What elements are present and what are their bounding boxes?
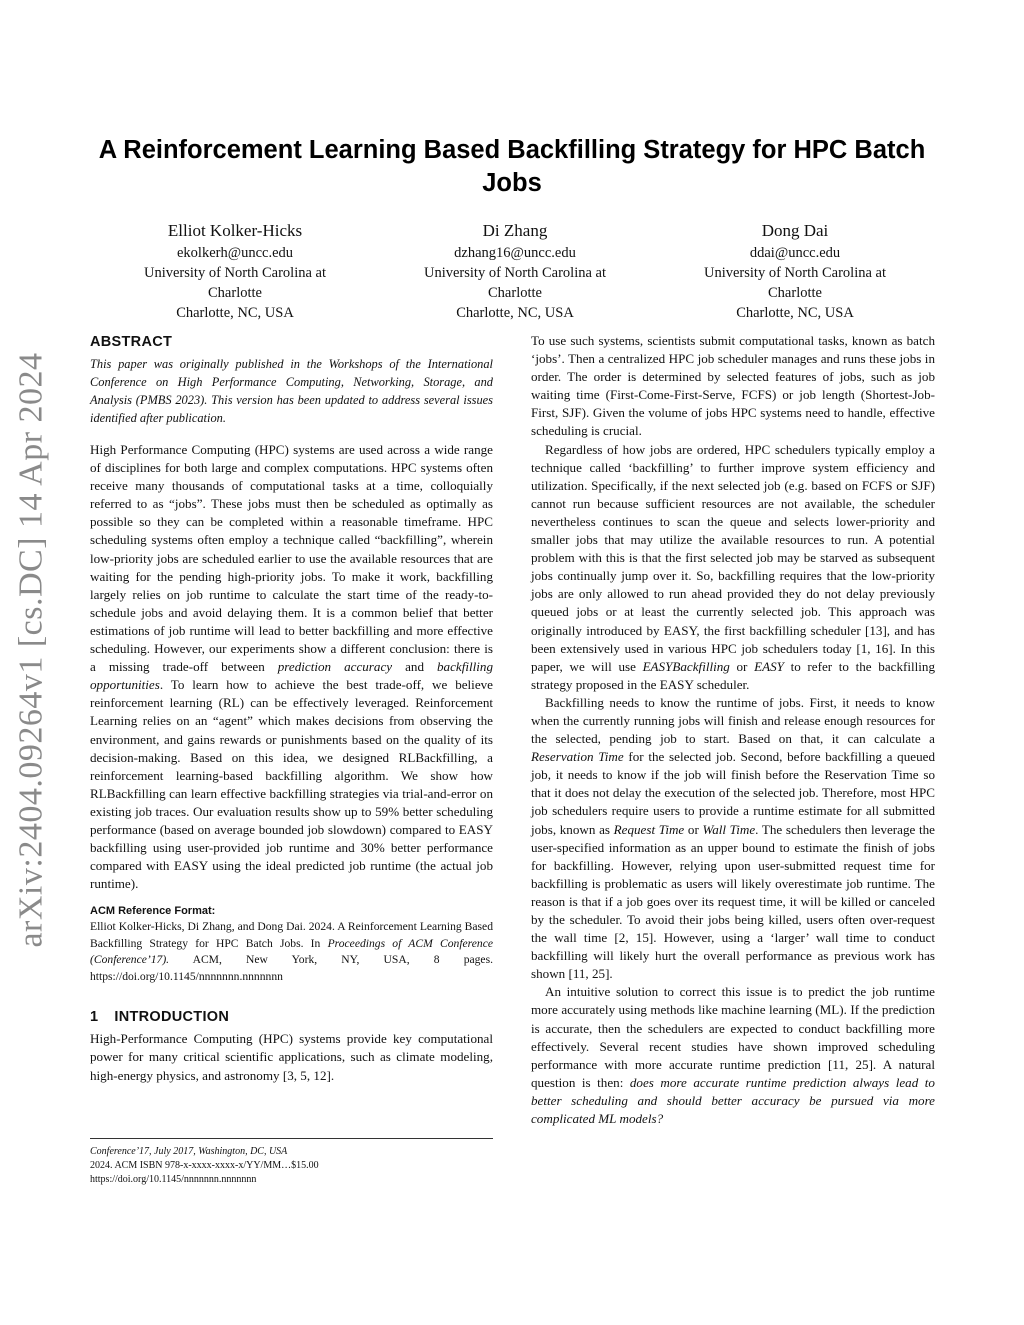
footnote <box>90 1138 493 1187</box>
paragraph-text: or <box>729 658 755 674</box>
paragraph-text: Regardless of how jobs are ordered, HPC schedulers typically employ a technique called ‘backfilling’ to further improve system efficiency and utilization. Specifically, if the next selected job (e.g. based on FCFS or SJF) cannot run because sufficient resources are not available, the scheduler nevertheless continues to scan the queue and selects lower-priority and smaller jobs that may utilize the available resources to run. A potential problem with this is that the first selected job may be starved as subsequent jobs continually jump over it. So, backfilling requires that the low-priority jobs are only allowed to run ahead provided they do not delay previously queued jobs or at least the currently selected job. This approach was originally introduced by EASY, the first backfilling scheduler [13], and has been extensively used in various HPC job schedulers today [1, 16]. In this paper, we will use <box>531 441 935 674</box>
author-affiliation: University of North Carolina at <box>143 265 326 281</box>
author-affiliation: University of North Carolina at <box>423 265 606 281</box>
arxiv-identifier: arXiv:2404.09264v1 [cs.DC] 14 Apr 2024 <box>13 352 50 948</box>
author-name: Di Zhang <box>482 221 548 240</box>
paragraph-text: Backfilling needs to know the runtime of jobs. First, it needs to know when the currently running jobs will finish and release enough resources for the selected, pending job to start. Based on that, it can calculate a <box>531 694 935 747</box>
paragraph-emphasis: Request Time <box>613 821 685 837</box>
paragraph-text: for the selected job. Second, before backfilling a queued job, it needs to know if the job will finish before the Reservation Time so that it does not delay the execution of the selected job. Therefore, most HPC job schedulers require users to provide a runtime estimate for all submitted jobs, known as <box>531 749 935 837</box>
acm-reference-proceedings: Proceedings of ACM Conference (Conference’17). <box>90 936 494 967</box>
abstract-emphasis: backfilling opportunities <box>90 659 494 693</box>
section-number: 1 <box>90 1009 99 1026</box>
abstract-heading: ABSTRACT <box>90 334 173 350</box>
footnote-venue: Conference’17, July 2017, Washington, DC, USA <box>90 1146 288 1157</box>
author-affiliation-city: Charlotte <box>768 285 822 301</box>
author-email: ddai@uncc.edu <box>749 245 841 261</box>
author-block <box>100 219 930 323</box>
author-location: Charlotte, NC, USA <box>456 305 574 321</box>
intro-paragraph-2: To use such systems, scientists submit computational tasks, known as batch ‘jobs’. Then a centralized HPC job scheduler manages and runs these jobs in order. The order is determined by selected features of jobs, such as job waiting time (First-Come-First-Serve, FCFS) or job length (Shortest-Job-First, SJF). Given the volume of jobs HPC systems need to handle, effective scheduling is crucial. <box>531 333 935 439</box>
author-location: Charlotte, NC, USA <box>176 305 294 321</box>
author-name: Elliot Kolker-Hicks <box>167 221 303 240</box>
section-title: INTRODUCTION <box>114 1009 230 1026</box>
author-1 <box>100 219 370 323</box>
left-column <box>90 332 493 1085</box>
abstract-publication-note: This paper was originally published in the Workshops of the International Conference on High Performance Computing, Networking, Storage, and Analysis (PMBS 2023). This version has been updated to address several issues identified after publication. <box>90 357 493 425</box>
paragraph-emphasis: Reservation Time <box>531 749 624 765</box>
acm-reference-part: ACM, New York, NY, USA, 8 pages. https://doi.org/10.1145/nnnnnnn.nnnnnnn <box>90 953 493 983</box>
author-email: ekolkerh@uncc.edu <box>176 245 293 261</box>
paragraph-text: or <box>684 821 703 837</box>
paragraph-text: An intuitive solution to correct this issue is to predict the job runtime more accurately using methods like machine learning (ML). If the prediction is accurate, then the schedulers are expected to conduct backfilling more effectively. Several recent studies have shown improved scheduling performance with more accurate runtime prediction [11, 25]. A natural question is then: <box>531 984 935 1090</box>
abstract-text: High Performance Computing (HPC) systems are used across a wide range of disciplines for both large and complex computations. HPC systems often receive many thousands of computational tasks at a time, colloquially referred to as “jobs”. These jobs must then be scheduled as optimally as possible so they can be completed within a reasonable timeframe. HPC scheduling systems often employ a technique called “backfilling”, wherein low-priority jobs are scheduled earlier to use the available resources that are waiting for the pending high-priority jobs. To make it work, backfilling largely relies on job runtime to calculate the start time of the ready-to-schedule jobs and avoid delaying them. It is a common belief that better estimations of job runtime will lead to better backfilling and more effective scheduling. However, our experiments show a different conclusion: there is a missing trade-off between <box>90 442 493 675</box>
intro-paragraph-3 <box>531 441 935 694</box>
author-2 <box>380 219 650 323</box>
acm-reference-text <box>90 919 493 985</box>
introduction-heading <box>90 1007 493 1027</box>
footnote-doi: https://doi.org/10.1145/nnnnnnn.nnnnnnn <box>90 1174 257 1185</box>
abstract-text: and <box>392 659 437 675</box>
acm-reference-heading: ACM Reference Format: <box>90 905 216 918</box>
author-affiliation: University of North Carolina at <box>703 265 886 281</box>
paragraph-text: to refer to the backfilling strategy proposed in the EASY scheduler. <box>531 658 935 692</box>
intro-paragraph-4 <box>531 694 935 984</box>
author-affiliation-city: Charlotte <box>488 285 542 301</box>
acm-reference-part: Elliot Kolker-Hicks, Di Zhang, and Dong Dai. 2024. A Reinforcement Learning Based Backfilling Strategy for HPC Batch Jobs. In <box>90 920 493 950</box>
intro-paragraph-5 <box>531 983 935 1128</box>
paragraph-emphasis: Wall Time <box>702 821 756 837</box>
abstract-emphasis: prediction accuracy <box>277 659 393 675</box>
paragraph-text: . The schedulers then leverage the user-specified information as an upper bound to estimate the finish of jobs for backfilling. However, relying upon user-submitted request time for backfilling is problematic as users will likely overestimate job runtime. The reason is that if a job goes over its request time, it will be killed or canceled by the scheduler. To avoid their jobs being killed, users often over-request the wall time [2, 15]. However, using a ‘larger’ wall time to conduct backfilling will likely hurt the overall performance as previous work has shown [11, 25]. <box>531 821 935 982</box>
paragraph-emphasis: EASY <box>754 658 784 674</box>
author-affiliation-city: Charlotte <box>208 285 262 301</box>
abstract-text: . To learn how to achieve the best trade-off, we believe reinforcement learning (RL) can be effectively leveraged. Reinforcement Learning relies on an “agent” which makes decisions from observing the environment, and gains rewards or punishments based on the quality of its decision-making. Based on this idea, we designed RLBackfilling, a reinforcement learning-based backfilling algorithm. We show how RLBackfilling can learn effective backfilling strategies via trial-and-error on existing job traces. Our evaluation results show up to 59% better scheduling performance (based on average bounded job slowdown) compared to EASY backfilling using user-provided job runtime and 30% better performance compared with EASY using the ideal predicted job runtime (the actual job runtime). <box>90 677 493 892</box>
author-3 <box>660 219 930 323</box>
paragraph-emphasis: does more accurate runtime prediction always lead to better scheduling and should better accuracy be pursued via more complicated ML models? <box>531 1074 935 1127</box>
paper-title: A Reinforcement Learning Based Backfilling Strategy for HPC Batch Jobs <box>98 136 926 197</box>
intro-paragraph-1: High-Performance Computing (HPC) systems provide key computational power for many critical scientific applications, such as climate modeling, high-energy physics, and astronomy [3, 5, 12]. <box>90 1031 493 1083</box>
author-location: Charlotte, NC, USA <box>736 305 854 321</box>
author-name: Dong Dai <box>761 221 829 240</box>
footnote-isbn: 2024. ACM ISBN 978-x-xxxx-xxxx-x/YY/MM…$15.00 <box>90 1160 319 1171</box>
abstract-body <box>90 441 493 893</box>
arxiv-identifier-stamp <box>2 352 62 948</box>
author-email: dzhang16@uncc.edu <box>454 245 576 261</box>
paragraph-emphasis: EASYBackfilling <box>642 658 730 674</box>
right-column <box>531 332 935 1128</box>
